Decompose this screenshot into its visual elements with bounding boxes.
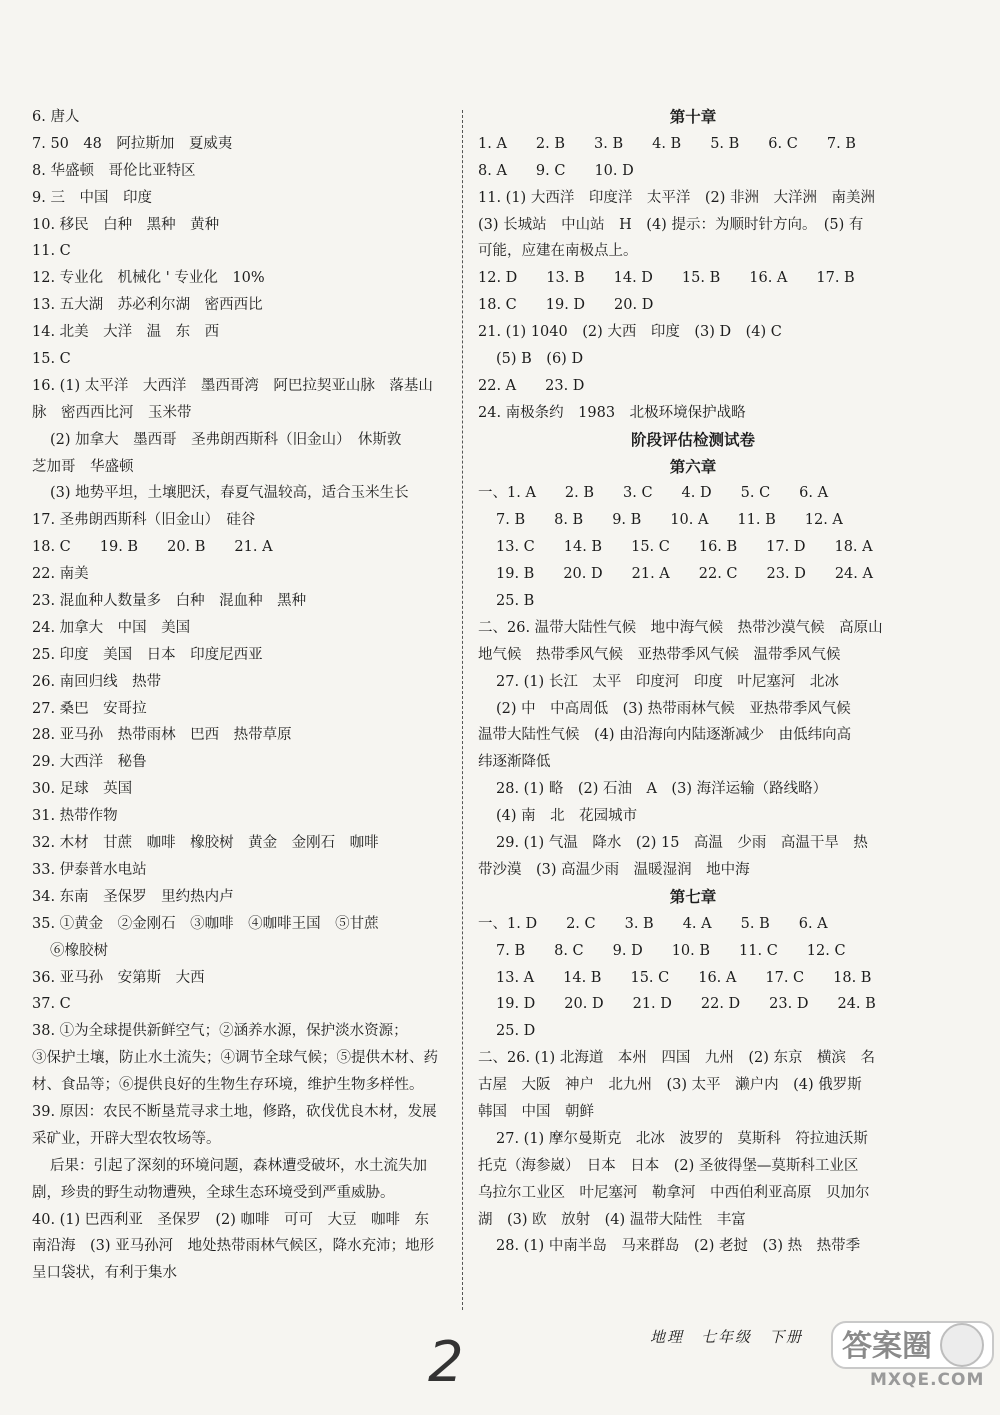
column-divider <box>462 110 463 1310</box>
answer-line: 34. 东南 圣保罗 里约热内卢 <box>32 888 234 905</box>
answer-line: 芝加哥 华盛顿 <box>32 458 134 475</box>
answer-line: 17. 圣弗朗西斯科（旧金山） 硅谷 <box>32 512 256 529</box>
answer-line: 8. 华盛顿 哥伦比亚特区 <box>32 162 196 179</box>
answer-line: 脉 密西西比河 玉米带 <box>32 404 192 421</box>
answer-line: 11. (1) 大西洋 印度洋 太平洋 (2) 非洲 大洋洲 南美洲 <box>478 189 875 206</box>
answer-line: 13. 五大湖 苏必利尔湖 密西西比 <box>32 297 263 314</box>
answer-line: 19. D 20. D 21. D 22. D 23. D 24. B <box>496 996 876 1013</box>
answer-line: 13. A 14. B 15. C 16. A 17. C 18. B <box>496 969 872 986</box>
answer-line: 30. 足球 英国 <box>32 781 133 798</box>
answer-line: 37. C <box>32 996 71 1013</box>
chapter-heading: 第七章 <box>669 886 717 906</box>
answer-line: 22. A 23. D <box>478 377 585 394</box>
answer-line: (4) 南 北 花园城市 <box>496 808 638 825</box>
answer-line: (3) 长城站 中山站 H (4) 提示：为顺时针方向。 (5) 有 <box>478 216 864 233</box>
watermark-logo <box>830 1316 995 1374</box>
answer-line: 23. 混血种人数量多 白种 混血种 黑种 <box>32 593 307 610</box>
answer-line: 19. B 20. D 21. A 22. C 23. D 24. A <box>496 566 873 583</box>
left-column <box>32 104 452 1287</box>
answer-line: 32. 木材 甘蔗 咖啡 橡胶树 黄金 金刚石 咖啡 <box>32 835 379 852</box>
answer-line: ③保护土壤，防止水土流失；④调节全球气候；⑤提供木材、药 <box>32 1050 438 1067</box>
answer-line: 南沿海 (3) 亚马孙河 地处热带雨林气候区，降水充沛；地形 <box>32 1238 435 1255</box>
right-column <box>478 104 908 1260</box>
answer-line: 韩国 中国 朝鲜 <box>478 1103 594 1120</box>
answer-line: 材、食品等；⑥提供良好的生物生存环境，维护生物多样性。 <box>32 1077 424 1094</box>
answer-line: 28. (1) 略 (2) 石油 A (3) 海洋运输（路线略） <box>496 781 828 798</box>
chapter-heading: 第六章 <box>669 456 717 476</box>
answer-line: 地气候 热带季风气候 亚热带季风气候 温带季风气候 <box>478 646 841 663</box>
answer-line: 28. (1) 中南半岛 马来群岛 (2) 老挝 (3) 热 热带季 <box>496 1238 861 1255</box>
answer-line: 36. 亚马孙 安第斯 大西 <box>32 969 205 986</box>
answer-line: 24. 南极条约 1983 北极环境保护战略 <box>478 404 746 421</box>
answer-line: 38. ①为全球提供新鲜空气；②涵养水源，保护淡水资源； <box>32 1023 408 1040</box>
answer-line: 18. C 19. B 20. B 21. A <box>32 539 273 556</box>
answer-line: 一、1. A 2. B 3. C 4. D 5. C 6. A <box>478 485 829 502</box>
answer-line: 古屋 大阪 神户 北九州 (3) 太平 濑户内 (4) 俄罗斯 <box>478 1077 862 1094</box>
answer-line: 7. B 8. C 9. D 10. B 11. C 12. C <box>496 942 846 959</box>
answer-line: 27. (1) 长江 太平 印度河 印度 叶尼塞河 北冰 <box>496 673 839 690</box>
answer-line: 6. 唐人 <box>32 109 80 125</box>
answer-line: 21. (1) 1040 (2) 大西 印度 (3) D (4) C <box>478 324 782 341</box>
answer-line: 呈口袋状，有利于集水 <box>32 1265 177 1282</box>
answer-line: 7. 50 48 阿拉斯加 夏威夷 <box>32 135 233 152</box>
answer-line: (3) 地势平坦，土壤肥沃，春夏气温较高，适合玉米生长 <box>50 485 409 502</box>
answer-line: 可能，应建在南极点上。 <box>478 243 638 260</box>
answer-line: 35. ①黄金 ②金刚石 ③咖啡 ④咖啡王国 ⑤甘蔗 <box>32 915 379 932</box>
answer-line: 31. 热带作物 <box>32 808 118 825</box>
watermark-logo-text: 答案圈 <box>842 1329 932 1364</box>
answer-line: 一、1. D 2. C 3. B 4. A 5. B 6. A <box>478 915 828 932</box>
answer-line: 9. 三 中国 印度 <box>32 189 152 206</box>
answer-line: 湖 (3) 欧 放射 (4) 温带大陆性 丰富 <box>478 1211 746 1228</box>
answer-line: 27. 桑巴 安哥拉 <box>32 700 147 717</box>
answer-line: 13. C 14. B 15. C 16. B 17. D 18. A <box>496 539 873 556</box>
answer-line: 40. (1) 巴西利亚 圣保罗 (2) 咖啡 可可 大豆 咖啡 东 <box>32 1211 429 1228</box>
answer-line: 27. (1) 摩尔曼斯克 北冰 波罗的 莫斯科 符拉迪沃斯 <box>496 1130 868 1147</box>
page-number: 2 <box>428 1330 464 1395</box>
answer-line: 25. B <box>496 593 535 610</box>
answer-line: (5) B (6) D <box>496 351 584 368</box>
answer-line: 18. C 19. D 20. D <box>478 297 654 314</box>
answer-line: 29. 大西洋 秘鲁 <box>32 754 147 771</box>
answer-line: 26. 南回归线 热带 <box>32 673 162 690</box>
answer-line: 15. C <box>32 351 71 368</box>
watermark-circle-icon <box>941 1324 983 1366</box>
answer-line: 16. (1) 太平洋 大西洋 墨西哥湾 阿巴拉契亚山脉 落基山 <box>32 377 433 394</box>
answer-line: 14. 北美 大洋 温 东 西 <box>32 324 220 341</box>
answer-line: 带沙漠 (3) 高温少雨 温暖湿润 地中海 <box>478 861 750 878</box>
answer-line: (2) 中 中高周低 (3) 热带雨林气候 亚热带季风气候 <box>496 700 851 717</box>
answer-line: 28. 亚马孙 热带雨林 巴西 热带草原 <box>32 727 292 744</box>
chapter-heading: 第十章 <box>669 107 717 126</box>
answer-line: 纬逐渐降低 <box>478 754 551 771</box>
answer-line: 乌拉尔工业区 叶尼塞河 勒拿河 中西伯利亚高原 贝加尔 <box>478 1184 870 1201</box>
answer-line: 1. A 2. B 3. B 4. B 5. B 6. C 7. B <box>478 135 856 152</box>
answer-line: 10. 移民 白种 黑种 黄种 <box>32 216 220 233</box>
answer-line: 温带大陆性气候 (4) 由沿海向内陆逐渐减少 由低纬向高 <box>478 727 852 744</box>
answer-line: 7. B 8. B 9. B 10. A 11. B 12. A <box>496 512 843 529</box>
answer-line: 25. 印度 美国 日本 印度尼西亚 <box>32 646 263 663</box>
footer-subject: 地理 七年级 下册 <box>650 1328 804 1346</box>
answer-line: 11. C <box>32 243 71 260</box>
answer-line: 25. D <box>496 1023 536 1040</box>
answer-line: 33. 伊泰普水电站 <box>32 861 147 878</box>
answer-line: ⑥橡胶树 <box>50 942 108 959</box>
answer-line: 22. 南美 <box>32 566 89 583</box>
watermark-url: MXQE.COM <box>870 1370 985 1390</box>
answer-line: 12. 专业化 机械化 ' 专业化 10% <box>32 270 265 287</box>
section-heading: 阶段评估检测试卷 <box>630 429 755 449</box>
answer-line: (2) 加拿大 墨西哥 圣弗朗西斯科（旧金山） 休斯敦 <box>50 431 402 448</box>
answer-line: 托克（海参崴） 日本 日本 (2) 圣彼得堡—莫斯科工业区 <box>478 1157 859 1174</box>
answer-line: 二、26. 温带大陆性气候 地中海气候 热带沙漠气候 高原山 <box>478 619 883 636</box>
answer-line: 12. D 13. B 14. D 15. B 16. A 17. B <box>478 270 855 287</box>
answer-line: 8. A 9. C 10. D <box>478 162 634 179</box>
answer-line: 后果：引起了深刻的环境问题，森林遭受破坏，水土流失加 <box>50 1157 427 1174</box>
answer-line: 29. (1) 气温 降水 (2) 15 高温 少雨 高温干旱 热 <box>496 835 868 852</box>
answer-line: 采矿业，开辟大型农牧场等。 <box>32 1130 221 1147</box>
answer-line: 24. 加拿大 中国 美国 <box>32 619 191 636</box>
answer-line: 二、26. (1) 北海道 本州 四国 九州 (2) 东京 横滨 名 <box>478 1050 875 1067</box>
answer-line: 39. 原因：农民不断垦荒寻求土地，修路，砍伐优良木材，发展 <box>32 1103 437 1120</box>
answer-line: 剧，珍贵的野生动物遭殃，全球生态环境受到严重威胁。 <box>32 1184 395 1201</box>
